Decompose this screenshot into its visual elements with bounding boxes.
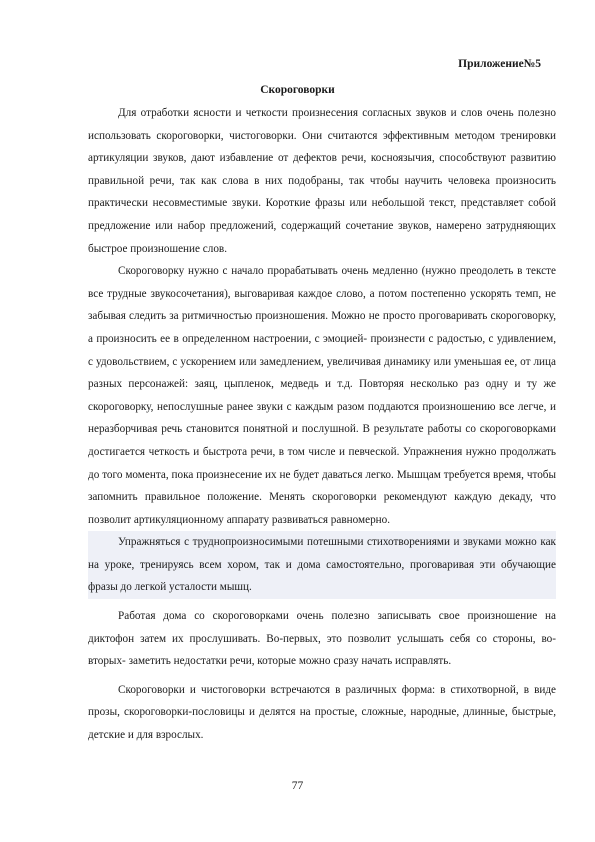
- appendix-label: Приложение№5: [458, 58, 541, 70]
- page-title: Скороговорки: [260, 84, 335, 96]
- document-body: [88, 102, 556, 747]
- paragraph: Скороговорки и чистоговорки встречаются в различных форма: в стихотворной, в виде прозы, скороговорки-пословицы и делятся на простые, сложные, народные, длинные, быстрые, детские и для взрослых.: [88, 683, 556, 742]
- paragraph: Работая дома со скороговорками очень полезно записывать свое произношение на диктофон затем их прослушивать. Во-первых, это позволит услышать себя со стороны, во-вторых- заметить недостатки речи, которые можно сразу начать исправлять.: [88, 610, 556, 668]
- highlighted-paragraph: Упражняться с труднопроизносимыми потешными стихотворениями и звуками можно как на уроке, тренируясь всем хором, так и дома самостоятельно, проговаривая эти обучающие фразы до легкой усталости мышц.: [88, 531, 556, 599]
- page-number: 77: [291, 780, 304, 792]
- paragraph: Для отработки ясности и четкости произнесения согласных звуков и слов очень полезно использовать скороговорки, чистоговорки. Они считаются эффективным методом тренировки артикуляции звуков, дают избавление от дефектов речи, косноязычия, способствуют развитию правильной речи, так как слова в них подобраны, так чтобы научить человека произносить практически несовместимые звуки. Короткие фразы или небольшой текст, представляет собой предложение или набор предложений, содержащий сочетание звуков, намерено затрудняющих быстрое произношение слов.: [88, 107, 556, 255]
- paragraph: Скороговорку нужно с начало прорабатывать очень медленно (нужно преодолеть в тексте все трудные звукосочетания), выговаривая каждое слово, а потом постепенно ускорять темп, не забывая следить за ритмичностью произношения. Можно не просто проговаривать скороговорку, а произносить ее в определенном настроении, с эмоцией- произнести с радостью, с удивлением, с удовольствием, с ускорением или замедлением, увеличивая динамику или уменьшая ее, от лица разных персонажей: заяц, цыпленок, медведь и т.д. Повторяя несколько раз одну и ту же скороговорку, непослушные ранее звуки с каждым разом поддаются произношению все легче, и неразборчивая речь становится понятной и послушной. В результате работы со скороговорками достигается четкость и быстрота речи, в том числе и певческой. Упражнения нужно продолжать до того момента, пока произнесение их не будет даваться легко. Мышцам требуется время, чтобы запомнить правильное положение. Менять скороговорки рекомендуют каждую декаду, что позволит артикуляционному аппарату развиваться равномерно.: [88, 265, 556, 526]
